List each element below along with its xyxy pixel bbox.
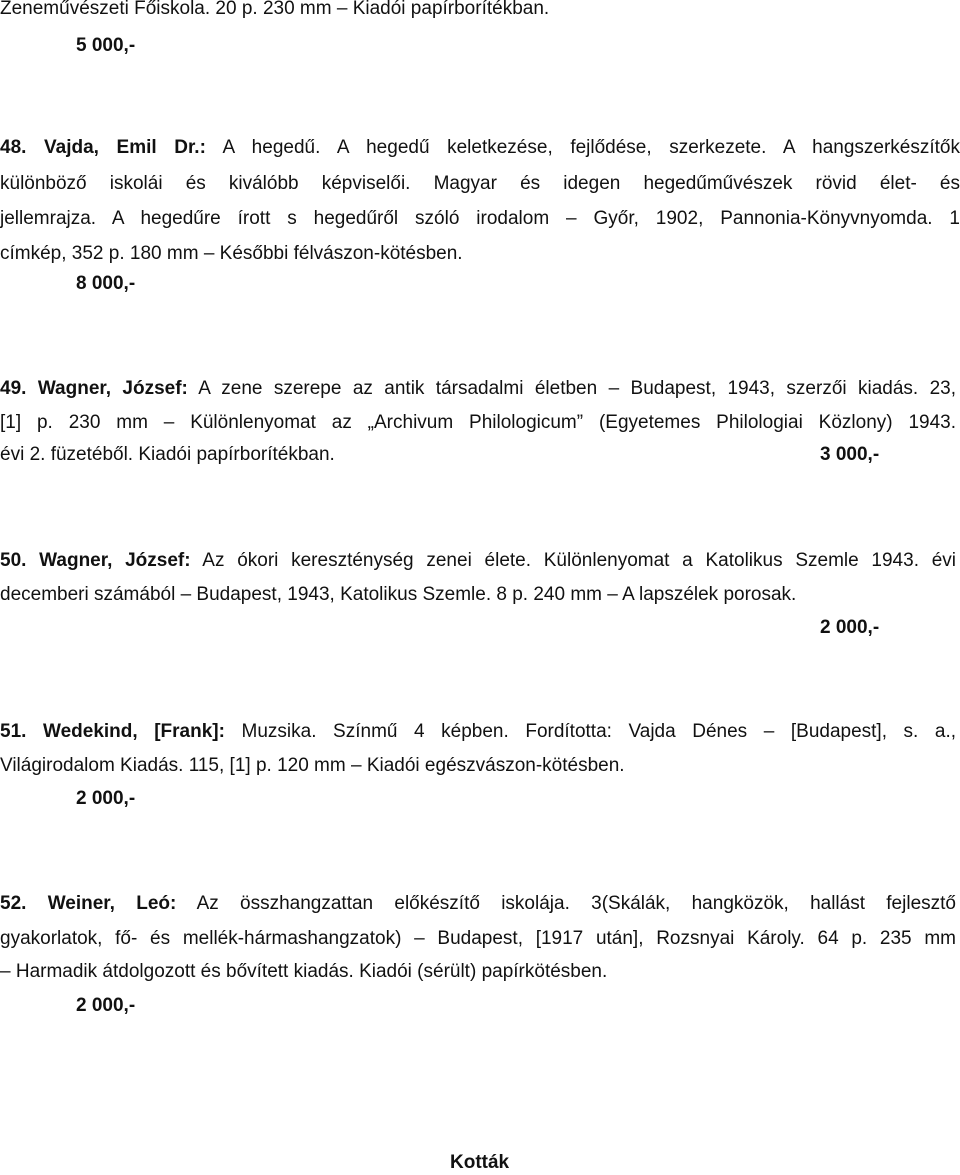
entry-48-price: 8 000,- <box>76 273 136 294</box>
entry-48-line-1 <box>0 137 960 159</box>
entry-50-line-1 <box>0 550 956 572</box>
entry-49-line-2: [1] p. 230 mm – Különlenyomat az „Archivum Philologicum” (Egyetemes Philologiai Közlony) 1943. <box>0 412 956 433</box>
entry-52-price: 2 000,- <box>76 995 136 1016</box>
entry-49-number: 49. <box>0 378 27 399</box>
entry-48-line-4: címkép, 352 p. 180 mm – Későbbi félvászon-kötésben. <box>0 243 463 264</box>
entry-52-number: 52. <box>0 893 27 914</box>
entry-48-number: 48. <box>0 137 27 158</box>
entry-52-line-2: gyakorlatok, fő- és mellék-hármashangzatok) – Budapest, [1917 után], Rozsnyai Károly. 64 p. 235 mm <box>0 928 956 949</box>
entry-50-author: Wagner, József: <box>39 550 191 571</box>
entry-48-author: Vajda, Emil Dr.: <box>44 137 206 158</box>
entry-51-price: 2 000,- <box>76 788 136 809</box>
entry-49-price: 3 000,- <box>820 444 880 465</box>
entry-50-number: 50. <box>0 550 27 571</box>
section-heading: Kották <box>450 1152 510 1173</box>
entry-48-line-2: különböző iskolái és kiválóbb képviselői. Magyar és idegen hegedűművészek rövid élet- és <box>0 173 960 194</box>
entry-50-title: Az ókori kereszténység zenei élete. Különlenyomat a Katolikus Szemle 1943. évi <box>202 550 957 571</box>
entry-52-title: Az összhangzattan előkészítő iskolája. 3(Skálák, hangközök, hallást fejlesztő <box>196 893 956 914</box>
entry-51-number: 51. <box>0 721 27 742</box>
entry-48-title: A hegedű. A hegedű keletkezése, fejlődése, szerkezete. A hangszerkészítők <box>222 137 960 158</box>
entry-49-line-1 <box>0 378 956 400</box>
entry-51-title: Muzsika. Színmű 4 képben. Fordította: Vajda Dénes – [Budapest], s. a., <box>241 721 957 742</box>
entry-52-line-1 <box>0 893 956 915</box>
entry-50-price: 2 000,- <box>820 617 880 638</box>
entry-52-line-3: – Harmadik átdolgozott és bővített kiadás. Kiadói (sérült) papírkötésben. <box>0 961 608 982</box>
entry-51-line-2: Világirodalom Kiadás. 115, [1] p. 120 mm – Kiadói egészvászon-kötésben. <box>0 755 625 776</box>
entry-47-price: 5 000,- <box>76 35 136 56</box>
entry-48-line-3: jellemrajza. A hegedűre írott s hegedűről szóló irodalom – Győr, 1902, Pannonia-Könyvnyomda. 1 <box>0 208 960 229</box>
entry-49-title: A zene szerepe az antik társadalmi életben – Budapest, 1943, szerzői kiadás. 23, <box>198 378 957 399</box>
entry-52-author: Weiner, Leó: <box>47 893 177 914</box>
entry-50-line-2: decemberi számából – Budapest, 1943, Katolikus Szemle. 8 p. 240 mm – A lapszélek porosak. <box>0 584 797 605</box>
entry-49-line-3: évi 2. füzetéből. Kiadói papírborítékban. <box>0 444 335 465</box>
entry-51-author: Wedekind, [Frank]: <box>43 721 225 742</box>
entry-49-author: Wagner, József: <box>37 378 188 399</box>
entry-51-line-1 <box>0 721 956 743</box>
entry-47-continuation: Zeneművészeti Főiskola. 20 p. 230 mm – Kiadói papírborítékban. <box>0 0 550 19</box>
